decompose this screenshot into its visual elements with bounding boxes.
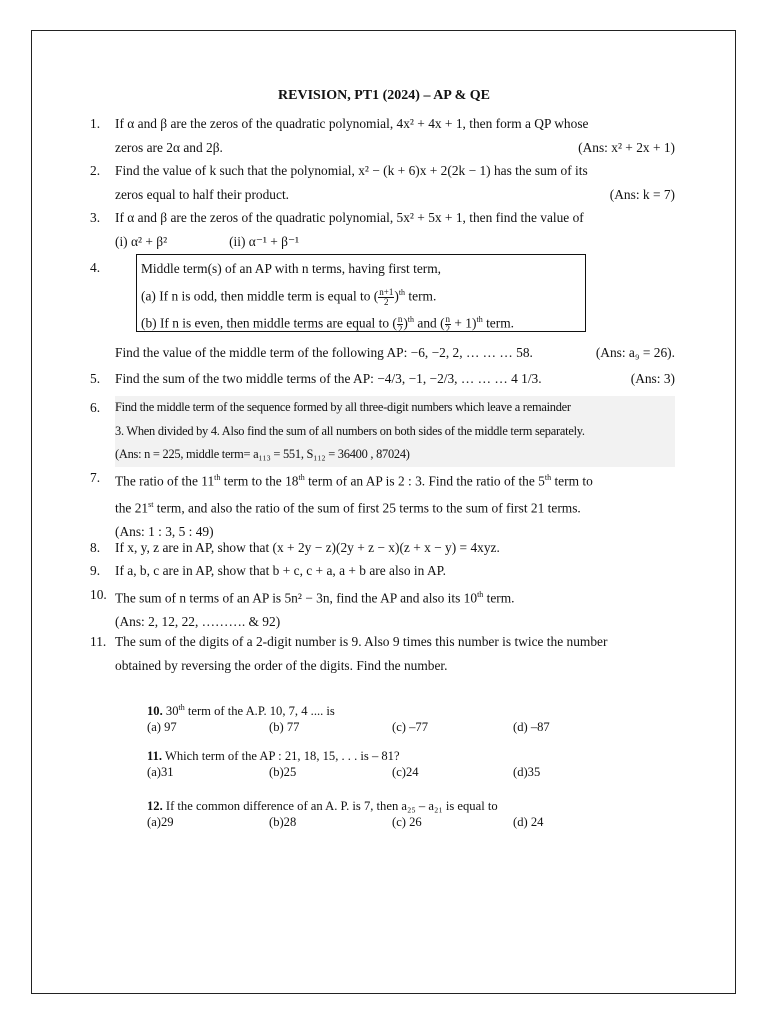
mcq-option-d: (d) 24 xyxy=(513,815,544,829)
fraction: $\frac{n}{2}$ xyxy=(397,314,403,335)
mcq-question: 10. 30th term of the A.P. 10, 7, 4 .... is xyxy=(147,703,335,719)
question-text: Find the sum of the two middle terms of the AP: −4/3, −1, −2/3, … … … 4 1/3. xyxy=(115,371,542,386)
question-text: Find the value of k such that the polynomial, x² − (k + 6)x + 2(2k − 1) has the sum of its xyxy=(115,163,588,178)
mcq-option-a: (a)31 xyxy=(147,765,174,779)
question-text: The sum of the digits of a 2-digit number is 9. Also 9 times this number is twice the number xyxy=(115,634,608,649)
question-8 xyxy=(90,536,675,560)
fraction: $\frac{n+1}{2}$ xyxy=(379,286,394,307)
answer: (Ans: a₉ = 26). xyxy=(595,345,675,360)
question-10 xyxy=(90,583,675,633)
answer: (Ans: 1 : 3, 5 : 49) xyxy=(115,523,214,539)
mcq-12 xyxy=(147,798,607,830)
question-text: Find the value of the middle term of the following AP: −6, −2, 2, … … … 58. xyxy=(115,345,533,360)
question-text: Find the middle term of the sequence formed by all three-digit numbers which leave a remainder xyxy=(115,400,571,414)
mcq-question: 12. If the common difference of an A. P. is 7, then a₂₅ – a₂₁ is equal to xyxy=(147,799,498,813)
question-text: the 21st term, and also the ratio of the sum of first 25 terms to the sum of first 21 terms. xyxy=(115,499,581,516)
mcq-option-c: (c) –77 xyxy=(392,720,429,735)
question-2 xyxy=(90,159,675,206)
question-5 xyxy=(90,367,675,391)
mcq-option-d: (d) –87 xyxy=(513,720,550,735)
question-number: 8. xyxy=(90,540,101,555)
question-part-i: (i) α² + β² xyxy=(115,233,168,249)
question-number: 11. xyxy=(90,634,107,649)
question-text: zeros are 2α and 2β. xyxy=(115,139,223,155)
mcq-10 xyxy=(147,700,607,735)
mcq-option-a: (a) 97 xyxy=(147,720,177,735)
question-9 xyxy=(90,559,675,583)
question-number: 6. xyxy=(90,400,101,415)
question-7 xyxy=(90,466,675,543)
question-4-task xyxy=(115,341,675,365)
answer: (Ans: 2, 12, 22, ………. & 92) xyxy=(115,613,281,629)
mcq-option-c: (c) 26 xyxy=(392,815,422,829)
question-text: If a, b, c are in AP, show that b + c, c + a, a + b are also in AP. xyxy=(115,563,446,578)
question-text: zeros equal to half their product. xyxy=(115,186,290,202)
question-number: 7. xyxy=(90,470,101,485)
question-3 xyxy=(90,206,675,253)
box-line: (b) If n is even, then middle terms are equal to xyxy=(141,315,390,331)
box-line: Middle term(s) of an AP with n terms, having first term, xyxy=(141,261,442,276)
question-text: The ratio of the 11th term to the 18th term of an AP is 2 : 3. Find the ratio of the 5th term to xyxy=(115,473,593,489)
page-title: REVISION, PT1 (2024) – AP & QE xyxy=(278,88,490,103)
mcq-option-d: (d)35 xyxy=(513,765,541,779)
question-11 xyxy=(90,630,675,677)
mcq-question: 11. Which term of the AP : 21, 18, 15, . . . is – 81? xyxy=(147,749,400,763)
mcq-option-b: (b)28 xyxy=(269,815,297,829)
fraction: $\frac{n}{2}$ xyxy=(445,314,451,335)
answer: (Ans: 3) xyxy=(630,371,675,386)
question-number: 9. xyxy=(90,563,101,578)
answer: (Ans: k = 7) xyxy=(609,186,675,202)
mcq-option-a: (a)29 xyxy=(147,815,174,829)
answer: (Ans: n = 225, middle term= a₁₁₃ = 551, S₁₁₂ = 36400 , 87024) xyxy=(115,447,410,461)
question-text: 3. When divided by 4. Also find the sum of all numbers on both sides of the middle term separately. xyxy=(115,423,585,438)
middle-term-box: Middle term(s) of an AP with n terms, having first term, (a) If n is odd, then middle term is equal to ( $\frac{n+1}{2}$ )$^{th}$ term. (b) If n is even, then middle terms are equal to ( $\frac{n}{2}$ )$^{th}$ and ( $\frac{n}{2}$ + 1)$^{th}$ term. xyxy=(136,254,586,332)
mcq-option-c: (c)24 xyxy=(392,765,419,779)
question-number: 3. xyxy=(90,210,101,225)
question-number: 10. xyxy=(90,587,107,602)
question-text: If α and β are the zeros of the quadratic polynomial, 5x² + 5x + 1, then find the value of xyxy=(115,210,584,225)
question-part-ii: (ii) α⁻¹ + β⁻¹ xyxy=(229,233,300,249)
box-line: (a) If n is odd, then middle term is equal to xyxy=(141,288,371,304)
question-number: 1. xyxy=(90,116,101,131)
mcq-option-b: (b)25 xyxy=(269,765,297,779)
question-text: The sum of n terms of an AP is 5n² − 3n, find the AP and also its 10th term. xyxy=(115,590,515,606)
question-text: obtained by reversing the order of the digits. Find the number. xyxy=(115,657,448,673)
question-text: If α and β are the zeros of the quadratic polynomial, 4x² + 4x + 1, then form a QP whose xyxy=(115,116,589,131)
question-number: 2. xyxy=(90,163,101,178)
answer: (Ans: x² + 2x + 1) xyxy=(578,139,675,155)
question-number: 4. xyxy=(90,260,101,275)
question-text: If x, y, z are in AP, show that (x + 2y − z)(2y + z − x)(z + x − y) = 4xyz. xyxy=(115,540,500,555)
mcq-option-b: (b) 77 xyxy=(269,720,300,735)
question-6 xyxy=(90,396,675,467)
question-number: 5. xyxy=(90,371,101,386)
question-1 xyxy=(90,112,675,159)
mcq-11 xyxy=(147,748,607,780)
